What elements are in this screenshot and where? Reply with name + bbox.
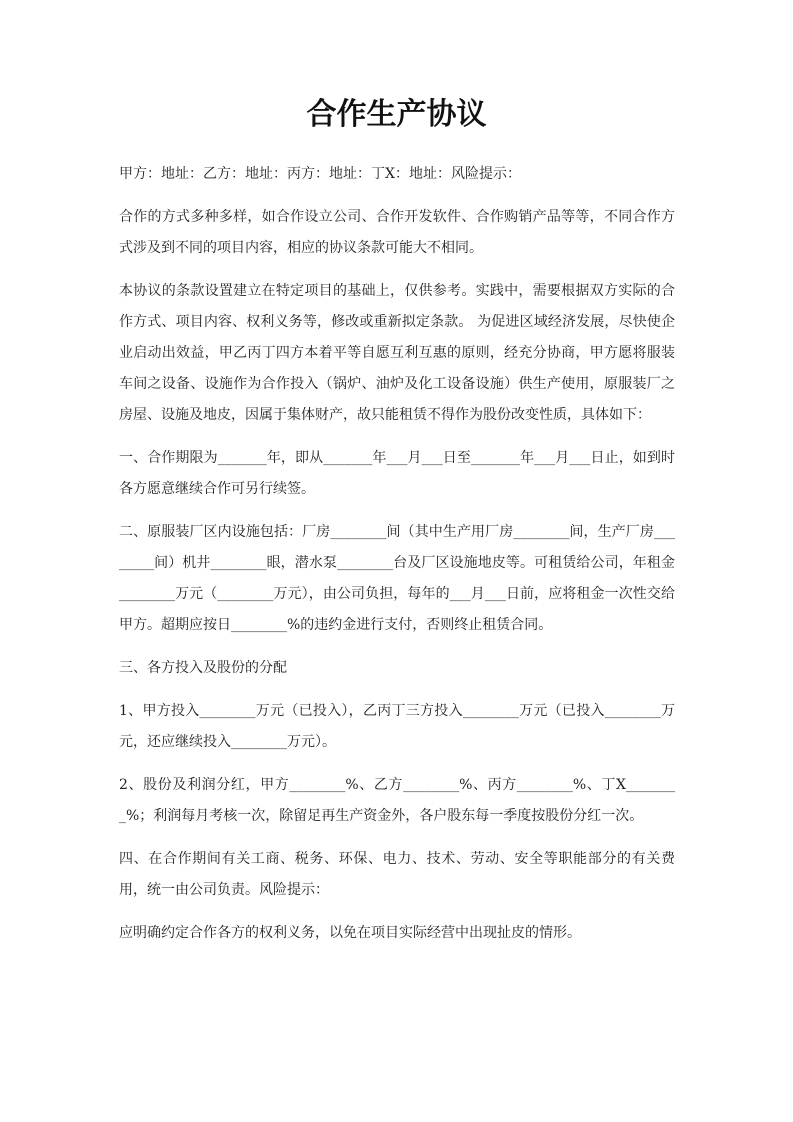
background-paragraph: 本协议的条款设置建立在特定项目的基础上，仅供参考。实践中，需要根据双方实际的合作方式、项目内容、权利义务等，修改或重新拟定条款。 为促进区域经济发展，尽快使企业启动出效益，甲乙丙丁四方本着平等自愿互利互惠的原则，经充分协商，甲方愿将服装车间之设备、设施作为合作投入（锅炉、油炉及化工设备设施）供生产使用，原服装厂之房屋、设施及地皮，因属于集体财产，故只能租赁不得作为股份改变性质，具体如下： [119, 283, 675, 423]
clause-fees-paragraph: 四、在合作期间有关工商、税务、环保、电力、技术、劳动、安全等职能部分的有关费用，统一由公司负责。风险提示： [119, 851, 675, 898]
clause-investment-heading: 三、各方投入及股份的分配 [119, 660, 287, 676]
document-body [119, 159, 675, 961]
parties-paragraph: 甲方：地址：乙方：地址：丙方：地址：丁X：地址：风险提示： [119, 166, 521, 182]
intro-paragraph: 合作的方式多种多样，如合作设立公司、合作开发软件、合作购销产品等等，不同合作方式涉及到不同的项目内容，相应的协议条款可能大不相同。 [119, 209, 675, 256]
clause-investment-paragraph: 1、甲方投入________万元（已投入），乙丙丁三方投入________万元（已投入________万元，还应继续投入________万元）。 [119, 703, 675, 750]
clause-facilities-paragraph: 二、原服装厂区内设施包括：厂房________间（其中生产用厂房________间，生产厂房________间）机井________眼，潜水泵________台及厂区设施地皮等。可租赁给公司，年租金________万元（________万元），由公司负担，每年的___月___日前，应将租金一次性交给甲方。超期应按日________%的违约金进行支付，否则终止租赁合同。 [119, 524, 675, 633]
clause-term-paragraph: 一、合作期限为_______年，即从_______年___月___日至_______年___月___日止，如到时各方愿意继续合作可另行续签。 [119, 450, 675, 497]
risk-note-paragraph: 应明确约定合作各方的权利义务，以免在项目实际经营中出现扯皮的情形。 [119, 925, 581, 941]
document-title: 合作生产协议 [306, 97, 487, 132]
clause-profit-paragraph: 2、股份及利润分红，甲方________%、乙方________%、丙方________%、丁X________%；利润每月考核一次，除留足再生产资金外，各户股东每一季度按股份分红一次。 [119, 777, 675, 824]
